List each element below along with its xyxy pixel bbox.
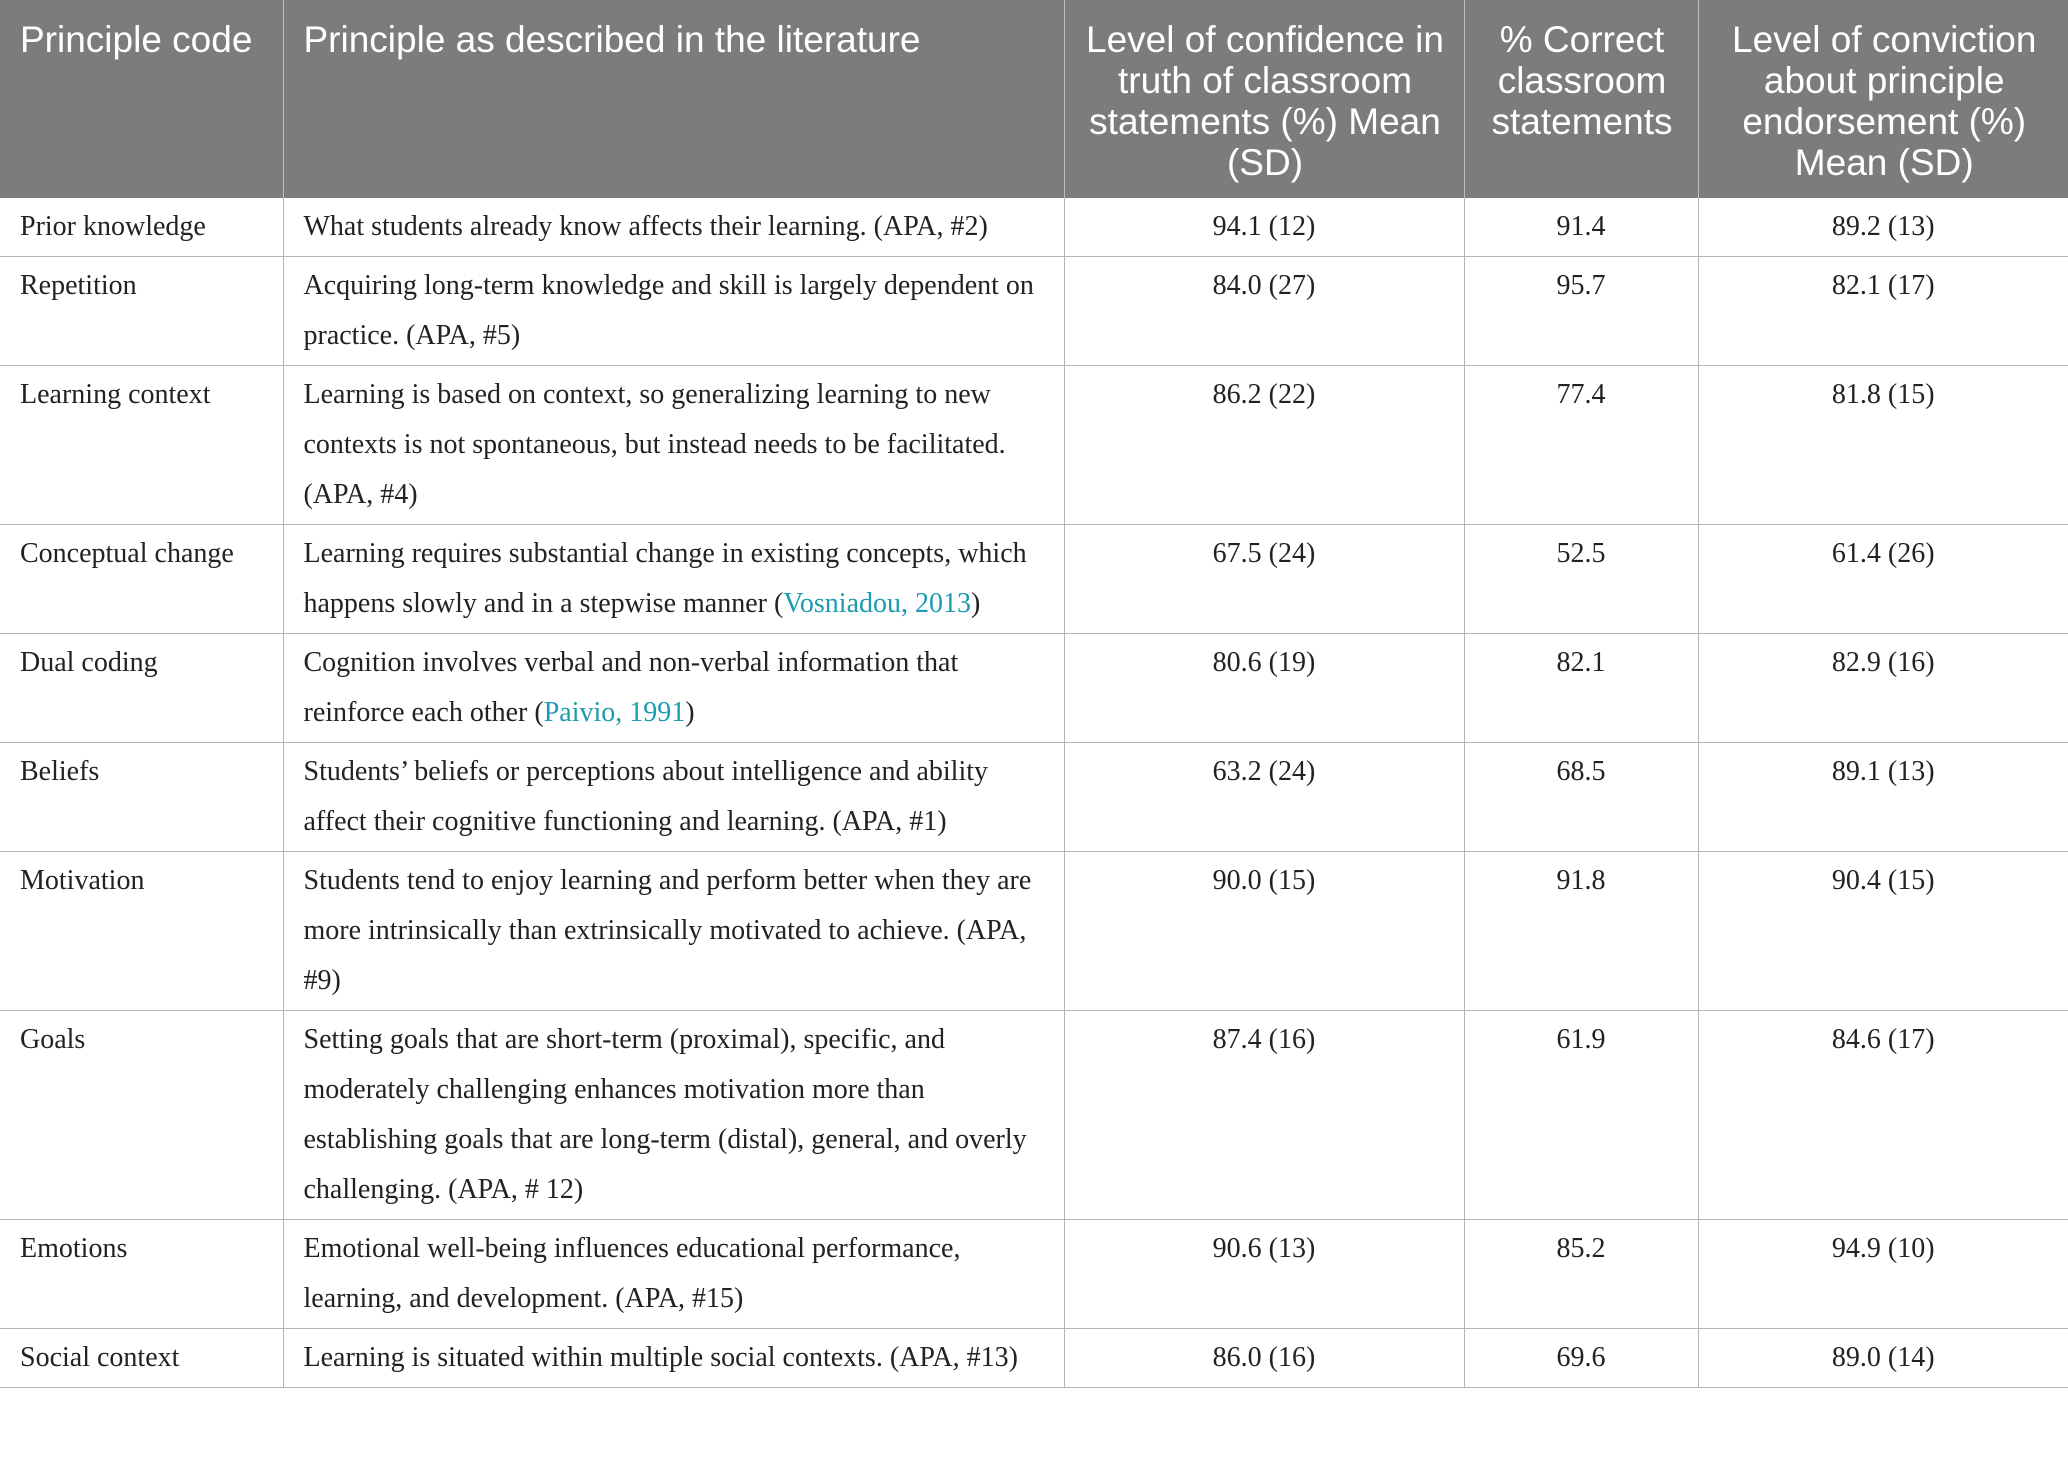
principle-text: Setting goals that are short-term (proximal), specific, and moderately challenging enhances motivation more than establishing goals that are long-term (distal), general, and overly challenging. (APA, # 12): [303, 1024, 1027, 1205]
principle-text: Students’ beliefs or perceptions about intelligence and ability affect their cognitive functioning and learning. (APA, #1): [303, 756, 989, 837]
principle-description-cell: [283, 634, 1064, 743]
principle-code: Motivation: [20, 865, 145, 896]
principle-text: Students tend to enjoy learning and perform better when they are more intrinsically than extrinsically motivated to achieve. (APA, #9): [303, 865, 1032, 996]
conviction-cell: [1698, 366, 2068, 525]
confidence-value: 86.0 (16): [1212, 1342, 1316, 1373]
correct-cell: [1464, 257, 1698, 366]
confidence-value: 63.2 (24): [1212, 756, 1316, 787]
principle-text-tail: ): [971, 588, 981, 619]
correct-value: 91.4: [1556, 211, 1606, 242]
table-row: [0, 1220, 2068, 1329]
confidence-cell: [1064, 1011, 1464, 1220]
confidence-cell: [1064, 1220, 1464, 1329]
principle-code-cell: [0, 1011, 283, 1220]
conviction-value: 89.2 (13): [1831, 211, 1935, 242]
table-body: [0, 198, 2068, 1388]
confidence-cell: [1064, 366, 1464, 525]
conviction-cell: [1698, 1011, 2068, 1220]
principle-text: Learning is situated within multiple social contexts. (APA, #13): [303, 1342, 1018, 1373]
confidence-value: 67.5 (24): [1212, 538, 1316, 569]
confidence-value: 87.4 (16): [1212, 1024, 1316, 1055]
conviction-value: 82.9 (16): [1831, 647, 1935, 678]
principle-code: Prior knowledge: [20, 211, 206, 242]
confidence-value: 80.6 (19): [1212, 647, 1316, 678]
correct-value: 52.5: [1556, 538, 1606, 569]
conviction-cell: [1698, 257, 2068, 366]
principle-text: What students already know affects their learning. (APA, #2): [303, 211, 988, 242]
principle-code: Beliefs: [20, 756, 100, 787]
correct-cell: [1464, 198, 1698, 257]
conviction-value: 94.9 (10): [1831, 1233, 1935, 1264]
table-row: [0, 1011, 2068, 1220]
conviction-cell: [1698, 1329, 2068, 1388]
principle-text: Learning requires substantial change in existing concepts, which happens slowly and in a stepwise manner (: [303, 538, 1027, 619]
table-row: [0, 634, 2068, 743]
conviction-value: 89.1 (13): [1831, 756, 1935, 787]
header-principle-description: Principle as described in the literature: [283, 0, 1064, 198]
confidence-cell: [1064, 525, 1464, 634]
header-confidence: Level of confidence in truth of classroom statements (%) Mean (SD): [1064, 0, 1464, 198]
table-row: [0, 852, 2068, 1011]
conviction-cell: [1698, 1220, 2068, 1329]
table-row: [0, 198, 2068, 257]
conviction-value: 89.0 (14): [1831, 1342, 1935, 1373]
correct-cell: [1464, 525, 1698, 634]
principle-code-cell: [0, 634, 283, 743]
correct-cell: [1464, 852, 1698, 1011]
principle-text: Learning is based on context, so generalizing learning to new contexts is not spontaneous, but instead needs to be facilitated. (APA, #4): [303, 379, 1006, 510]
principle-code-cell: [0, 1220, 283, 1329]
header-principle-code: Principle code: [0, 0, 283, 198]
principle-description-cell: [283, 1011, 1064, 1220]
principle-description-cell: [283, 1329, 1064, 1388]
header-conviction: Level of conviction about principle endorsement (%) Mean (SD): [1698, 0, 2068, 198]
principle-description-cell: [283, 257, 1064, 366]
conviction-value: 84.6 (17): [1831, 1024, 1935, 1055]
principle-description-cell: [283, 525, 1064, 634]
correct-cell: [1464, 1329, 1698, 1388]
correct-value: 68.5: [1556, 756, 1606, 787]
conviction-cell: [1698, 852, 2068, 1011]
header-percent-correct: % Correct classroom statements: [1464, 0, 1698, 198]
principle-code-cell: [0, 366, 283, 525]
correct-value: 91.8: [1556, 865, 1606, 896]
citation-link[interactable]: Vosniadou, 2013: [783, 588, 971, 619]
confidence-cell: [1064, 852, 1464, 1011]
confidence-value: 86.2 (22): [1212, 379, 1316, 410]
conviction-cell: [1698, 743, 2068, 852]
principle-code-cell: [0, 198, 283, 257]
confidence-cell: [1064, 198, 1464, 257]
table-row: [0, 525, 2068, 634]
principle-code-cell: [0, 525, 283, 634]
conviction-value: 82.1 (17): [1831, 270, 1935, 301]
principle-description-cell: [283, 366, 1064, 525]
correct-value: 69.6: [1556, 1342, 1606, 1373]
correct-cell: [1464, 743, 1698, 852]
principle-description-cell: [283, 852, 1064, 1011]
principle-code: Repetition: [20, 270, 137, 301]
confidence-cell: [1064, 743, 1464, 852]
principle-code-cell: [0, 257, 283, 366]
principle-code: Social context: [20, 1342, 180, 1373]
principle-text: Acquiring long-term knowledge and skill is largely dependent on practice. (APA, #5): [303, 270, 1034, 351]
confidence-value: 90.0 (15): [1212, 865, 1316, 896]
table-row: [0, 1329, 2068, 1388]
principle-code-cell: [0, 743, 283, 852]
principle-code: Goals: [20, 1024, 86, 1055]
principle-code: Conceptual change: [20, 538, 234, 569]
conviction-cell: [1698, 634, 2068, 743]
conviction-cell: [1698, 525, 2068, 634]
principle-code: Learning context: [20, 379, 211, 410]
citation-link[interactable]: Paivio, 1991: [543, 697, 686, 728]
principle-code-cell: [0, 1329, 283, 1388]
conviction-value: 81.8 (15): [1831, 379, 1935, 410]
confidence-value: 84.0 (27): [1212, 270, 1316, 301]
principle-description-cell: [283, 1220, 1064, 1329]
correct-value: 95.7: [1556, 270, 1606, 301]
correct-value: 85.2: [1556, 1233, 1606, 1264]
principle-text: Emotional well-being influences educational performance, learning, and development. (APA, #15): [303, 1233, 961, 1314]
confidence-cell: [1064, 1329, 1464, 1388]
principle-description-cell: [283, 198, 1064, 257]
confidence-value: 94.1 (12): [1212, 211, 1316, 242]
correct-value: 82.1: [1556, 647, 1606, 678]
principle-text-tail: ): [685, 697, 695, 728]
conviction-value: 90.4 (15): [1831, 865, 1935, 896]
conviction-value: 61.4 (26): [1831, 538, 1935, 569]
correct-cell: [1464, 366, 1698, 525]
table-row: [0, 366, 2068, 525]
principle-text: Cognition involves verbal and non-verbal information that reinforce each other (: [303, 647, 959, 728]
principle-code: Dual coding: [20, 647, 158, 678]
confidence-cell: [1064, 634, 1464, 743]
correct-value: 77.4: [1556, 379, 1606, 410]
header-row: [0, 0, 2068, 198]
principle-description-cell: [283, 743, 1064, 852]
principle-code: Emotions: [20, 1233, 128, 1264]
correct-cell: [1464, 634, 1698, 743]
correct-cell: [1464, 1011, 1698, 1220]
table-row: [0, 257, 2068, 366]
table-row: [0, 743, 2068, 852]
conviction-cell: [1698, 198, 2068, 257]
confidence-cell: [1064, 257, 1464, 366]
table-header: [0, 0, 2068, 198]
correct-value: 61.9: [1556, 1024, 1606, 1055]
correct-cell: [1464, 1220, 1698, 1329]
principle-code-cell: [0, 852, 283, 1011]
confidence-value: 90.6 (13): [1212, 1233, 1316, 1264]
